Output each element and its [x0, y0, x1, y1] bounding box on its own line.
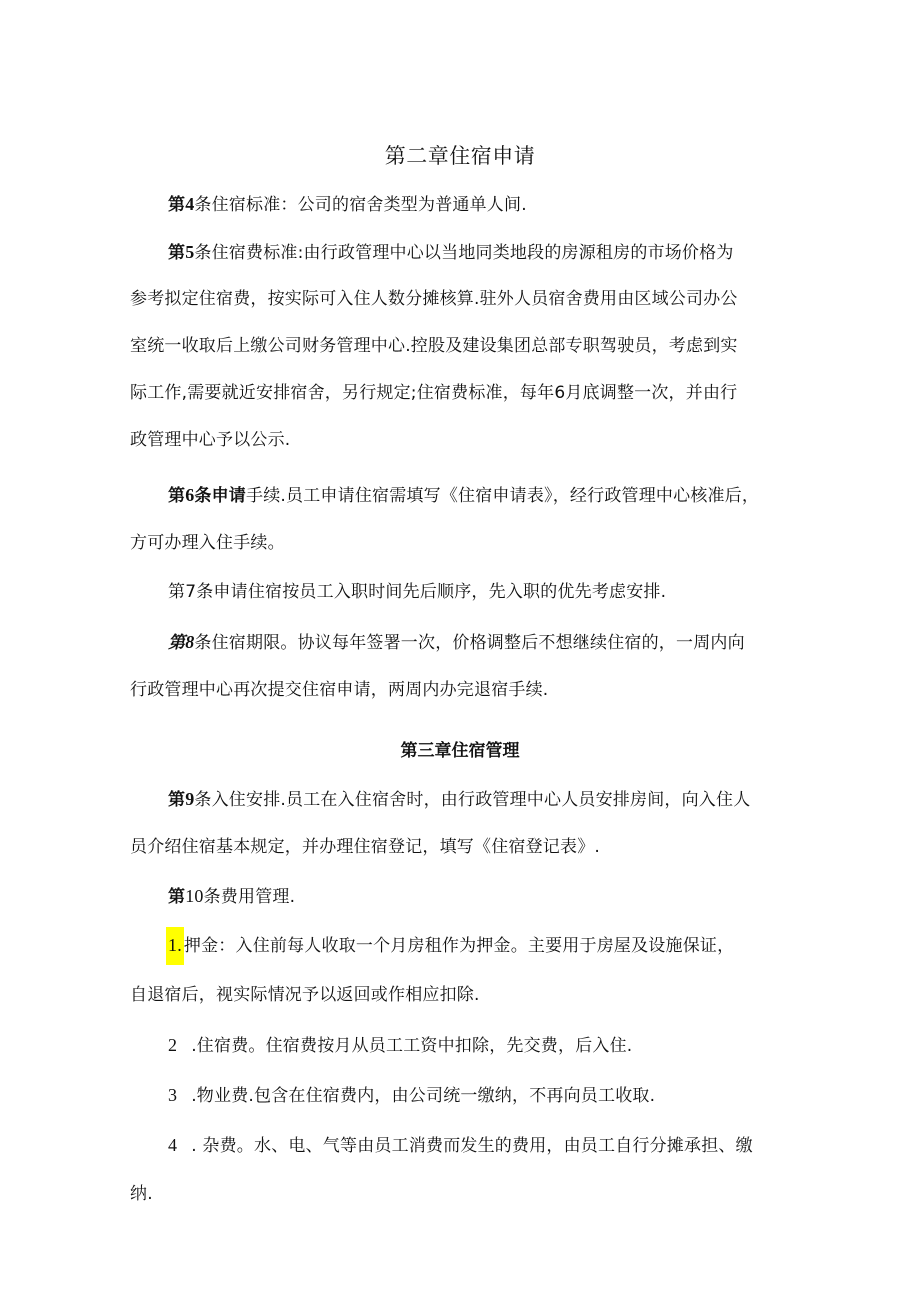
- article-prefix: 第: [168, 790, 186, 810]
- fee-item-4-line-1: [168, 1133, 753, 1158]
- article-number: 8: [185, 632, 195, 652]
- article-prefix: 第: [168, 887, 186, 907]
- chapter-3-title: 第三章住宿管理: [400, 741, 520, 761]
- article-number: 10: [185, 886, 204, 906]
- item-number: 2: [168, 1035, 178, 1055]
- article-number: 4: [185, 194, 195, 214]
- article-5-line-1: [168, 240, 734, 265]
- fee-item-2: [168, 1033, 632, 1058]
- article-4: [168, 192, 527, 217]
- article-7: 第7条申请住宿按员工入职时间先后顺序，先入职的优先考虑安排.: [168, 582, 667, 602]
- article-bold-text: 条申请: [194, 486, 247, 506]
- item-text: .物业费.包含在住宿费内，由公司统一缴纳，不再向员工收取.: [191, 1086, 656, 1106]
- article-text: 条费用管理.: [203, 887, 296, 907]
- article-5-line-3: 室统一收取后上缴公司财务管理中心.控股及建设集团总部专职驾驶员，考虑到实: [130, 336, 738, 356]
- article-5-line-4: 际工作,需要就近安排宿舍，另行规定;住宿费标准，每年6月底调整一次，并由行: [130, 383, 738, 403]
- fee-item-3: [168, 1083, 655, 1108]
- article-8-line-2: 行政管理中心再次提交住宿申请，两周内办完退宿手续.: [130, 680, 549, 700]
- article-9-line-2: 员介绍住宿基本规定，并办理住宿登记，填写《住宿登记表》.: [130, 837, 601, 857]
- item-text: .住宿费。住宿费按月从员工工资中扣除，先交费，后入住.: [191, 1036, 633, 1056]
- item-text: . 杂费。水、电、气等由员工消费而发生的费用，由员工自行分摊承担、缴: [191, 1136, 753, 1156]
- item-text: 押金：入住前每人收取一个月房租作为押金。主要用于房屋及设施保证，: [183, 936, 735, 956]
- article-text: 手续.员工申请住宿需填写《住宿申请表》，经行政管理中心核准后，: [246, 486, 760, 506]
- article-number: 5: [185, 242, 195, 262]
- fee-item-1-line-2: 自退宿后，视实际情况予以返回或作相应扣除.: [130, 985, 480, 1005]
- item-number: 3: [168, 1085, 178, 1105]
- article-6-line-2: 方可办理入住手续。: [130, 533, 285, 553]
- article-8-line-1: [168, 630, 745, 655]
- chapter-2-title: 第二章住宿申请: [384, 144, 536, 168]
- article-prefix: 第: [168, 633, 186, 653]
- item-number: 4: [168, 1135, 178, 1155]
- article-9-line-1: [168, 787, 750, 812]
- highlighted-item-number: 1.: [166, 927, 184, 965]
- article-number: 9: [185, 789, 195, 809]
- article-10: [168, 884, 295, 909]
- fee-item-1-line-1: [166, 933, 734, 958]
- article-5-line-2: 参考拟定住宿费，按实际可入住人数分摊核算.驻外人员宿舍费用由区域公司办公: [130, 289, 738, 309]
- article-prefix: 第: [168, 243, 186, 263]
- article-text: 条住宿费标准:由行政管理中心以当地同类地段的房源租房的市场价格为: [194, 243, 734, 263]
- article-prefix: 第: [168, 486, 186, 506]
- article-6-line-1: [168, 483, 759, 508]
- article-number: 6: [185, 485, 195, 505]
- fee-item-4-line-2: 纳.: [130, 1184, 153, 1204]
- article-text: 条住宿期限。协议每年签署一次，价格调整后不想继续住宿的，一周内向: [194, 633, 745, 653]
- article-text: 条入住安排.员工在入住宿舍时，由行政管理中心人员安排房间，向入住人: [194, 790, 751, 810]
- article-text: 条住宿标准：公司的宿舍类型为普通单人间.: [194, 195, 527, 215]
- article-prefix: 第: [168, 195, 186, 215]
- article-5-line-5: 政管理中心予以公示.: [130, 430, 291, 450]
